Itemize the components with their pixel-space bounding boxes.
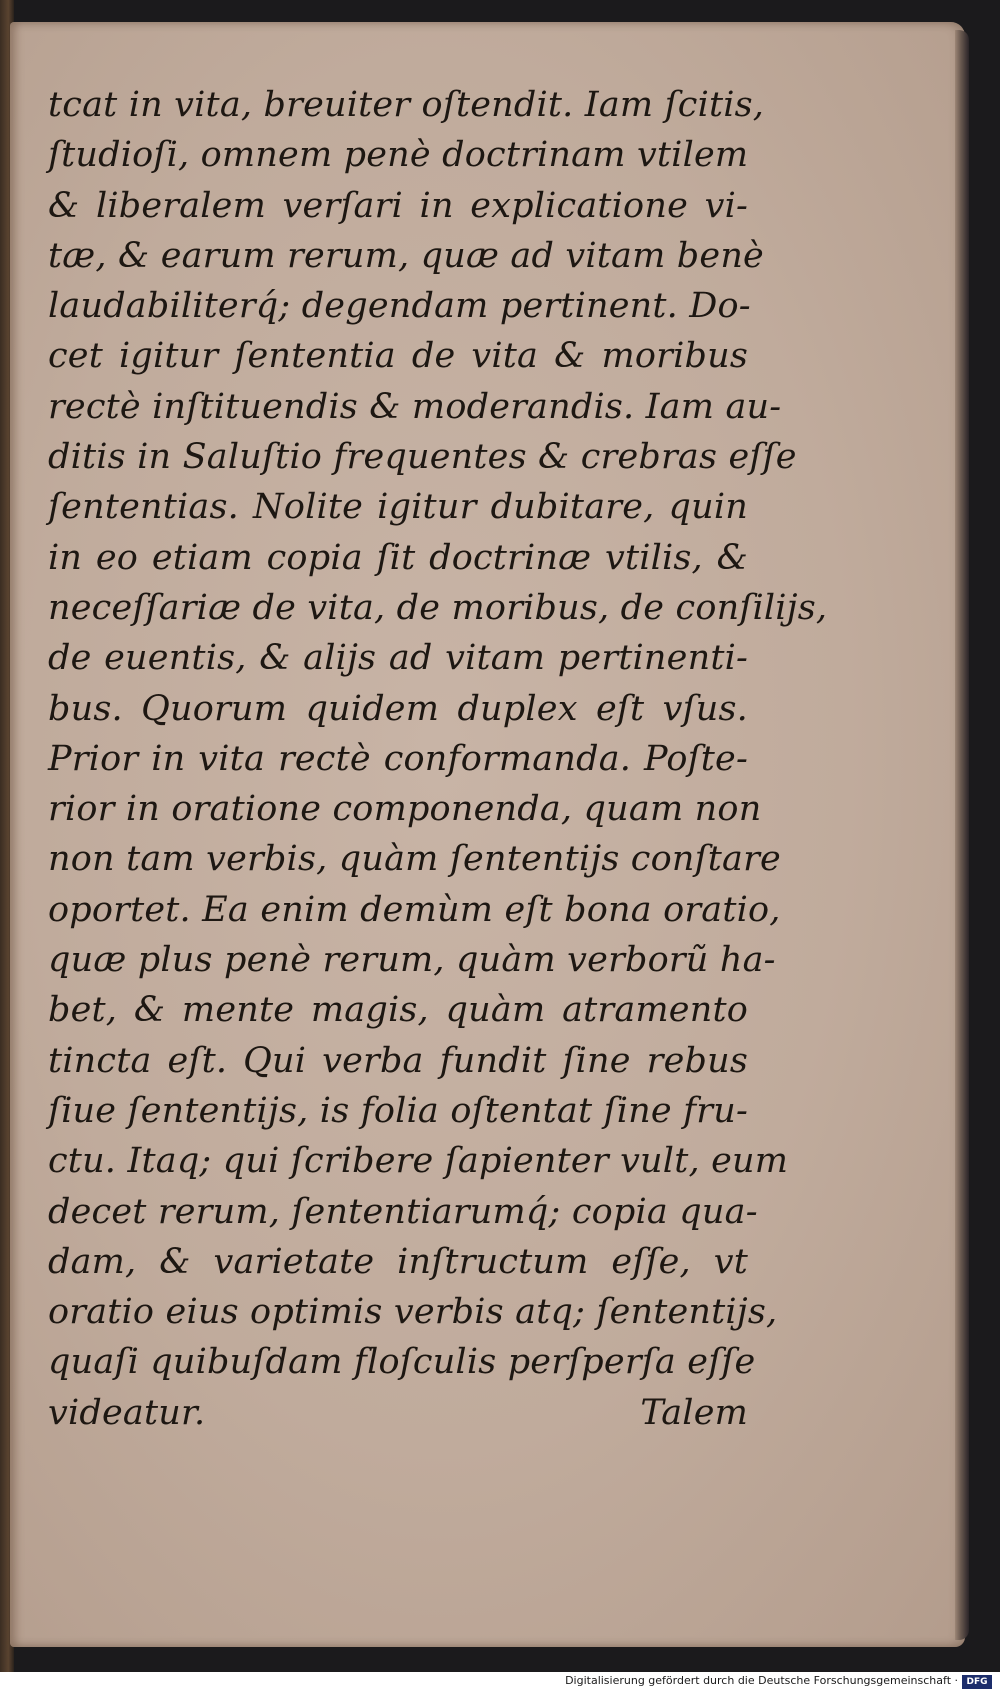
catchword: Talem [640,1392,748,1433]
digitization-footer [0,1672,1000,1693]
text-line: tcat in vita, breuiter oſtendit. Iam ſcitis, [48,85,765,125]
text-line: cet igitur ſententia de vita & moribus [48,336,748,377]
text-line: bet, & mente magis, quàm atramento [48,990,748,1031]
text-line: rior in oratione componenda, quam non [48,789,762,830]
text-line: bus. Quorum quidem duplex eſt vſus. [48,688,748,729]
text-line: ſtudioſi, omnem penè doctrinam vtilem [48,135,749,176]
text-line-content: videatur. [48,1392,206,1433]
text-line: quæ plus penè rerum, quàm verborũ ha- [48,940,776,981]
text-line: neceſſariæ de vita, de moribus, de conſilijs, [48,587,828,628]
text-line: ſententias. Nolite igitur dubitare, quin [48,487,748,528]
text-line: decet rerum, ſententiarumq́; copia qua- [48,1191,758,1232]
footer-credit: Digitalisierung gefördert durch die Deutsche Forschungsgemeinschaft · [565,1674,958,1687]
dfg-logo: DFG [962,1675,992,1689]
book-page [10,22,965,1647]
text-line: laudabiliterq́; degendam pertinent. Do- [48,286,751,327]
text-line: tæ, & earum rerum, quæ ad vitam benè [48,235,764,276]
text-line: ctu. Itaq; qui ſcribere ſapienter vult, eum [48,1141,789,1182]
text-line: in eo etiam copia ſit doctrinæ vtilis, & [48,537,748,578]
text-line: oportet. Ea enim demùm eſt bona oratio, [48,889,781,930]
text-line: oratio eius optimis verbis atq; ſententijs, [48,1292,778,1333]
text-line: & liberalem verſari in explicatione vi- [48,185,748,226]
text-line: quaſi quibuſdam floſculis perſperſa eſſe [48,1342,756,1383]
text-line: ditis in Saluſtio frequentes & crebras eſſe [48,437,797,478]
text-line: non tam verbis, quàm ſententijs conſtare [48,839,781,880]
text-line: ſiue ſententijs, is folia oſtentat ſine fru- [48,1090,748,1131]
text-line: dam, & varietate inſtructum eſſe, vt [48,1241,748,1282]
text-line-last [48,1388,748,1438]
page-text [48,80,828,1438]
page-edge [955,30,969,1640]
text-line: tincta eſt. Qui verba fundit ſine rebus [48,1040,748,1081]
text-line: Prior in vita rectè conformanda. Poſte- [48,738,748,779]
text-line: de euentis, & alijs ad vitam pertinenti- [48,638,748,679]
text-line: rectè inſtituendis & moderandis. Iam au- [48,386,782,427]
